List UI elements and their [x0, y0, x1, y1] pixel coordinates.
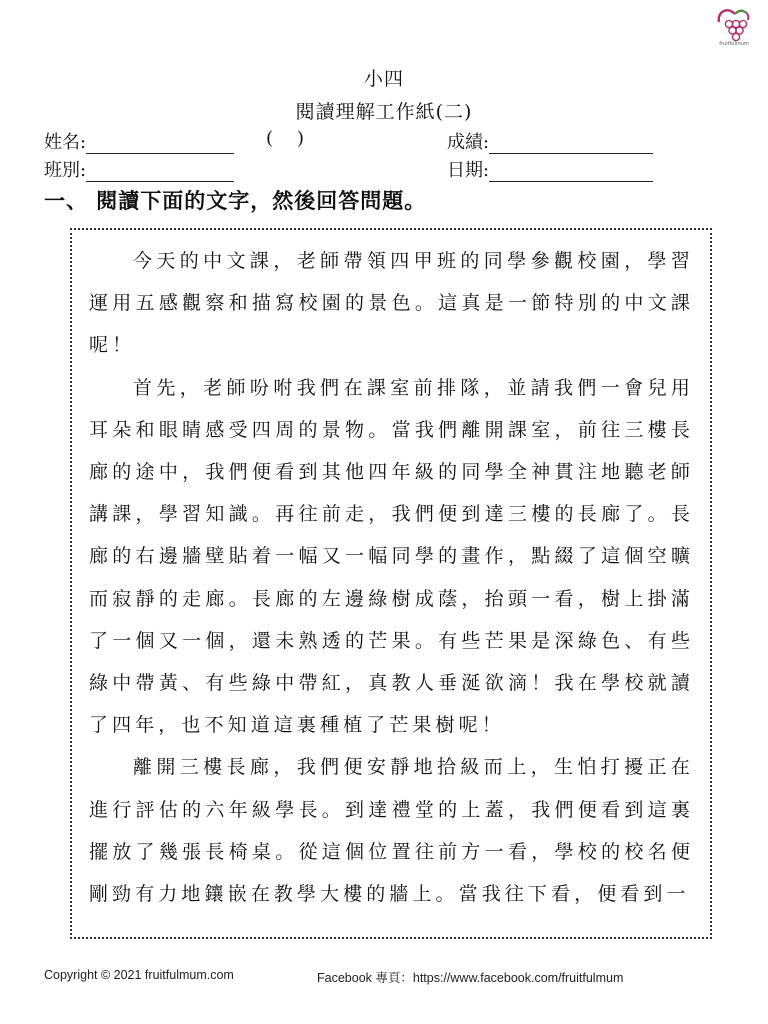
footer-facebook-link[interactable]: Facebook 專頁：https://www.facebook.com/fruitfulmum	[317, 971, 624, 985]
name-blank[interactable]	[86, 133, 234, 154]
class-field[interactable]	[44, 156, 234, 182]
date-label: 日期:	[447, 160, 490, 181]
class-number-field[interactable]	[266, 128, 304, 149]
score-label: 成績:	[447, 132, 490, 153]
score-blank[interactable]	[489, 133, 653, 154]
class-label: 班別:	[44, 160, 87, 181]
date-blank[interactable]	[489, 161, 653, 182]
section-heading: 一、 閱讀下面的文字，然後回答問題。	[44, 188, 427, 213]
grade-label: 小四	[363, 68, 404, 90]
passage-paragraph-2: 首先，老師吩咐我們在課室前排隊，並請我們一會兒用耳朵和眼睛感受四周的景物。當我們離開課室，前往三樓長廊的途中，我們便看到其他四年級的同學全神貫注地聽老師講課，學習知識。再往前走，我們便到達三樓的長廊了。長廊的右邊牆壁貼着一幅又一幅同學的畫作，點綴了這個空曠而寂靜的走廊。長廊的左邊綠樹成蔭，抬頭一看，樹上掛滿了一個又一個，還未熟透的芒果。有些芒果是深綠色、有些綠中帶黃、有些綠中帶紅，真教人垂涎欲滴！我在學校就讀了四年，也不知道這裏種植了芒果樹呢！	[89, 376, 694, 737]
class-number-open-bracket: (	[266, 128, 274, 149]
logo-text: fruitfulmum	[719, 41, 749, 47]
passage-paragraph-1: 今天的中文課，老師帶領四甲班的同學參觀校園，學習運用五感觀察和描寫校園的景色。這真是一節特別的中文課呢！	[89, 250, 694, 357]
score-field[interactable]	[447, 128, 653, 154]
worksheet-title: 閱讀理解工作紙(二)	[295, 101, 473, 123]
date-field[interactable]	[447, 156, 653, 182]
passage-paragraph-3: 離開三樓長廊，我們便安靜地拾級而上，生怕打擾正在進行評估的六年級學長。到達禮堂的上蓋，我們便看到這裏擺放了幾張長椅桌。從這個位置往前方一看，學校的校名便剛勁有力地鑲嵌在教學大樓的牆上。當我往下看，便看到一	[89, 756, 694, 906]
reading-passage-box	[70, 228, 712, 939]
class-number-close-bracket: )	[297, 128, 305, 149]
footer-copyright: Copyright © 2021 fruitfulmum.com	[44, 968, 234, 982]
name-field[interactable]	[44, 128, 234, 154]
class-blank[interactable]	[86, 161, 234, 182]
name-label: 姓名:	[44, 132, 87, 153]
